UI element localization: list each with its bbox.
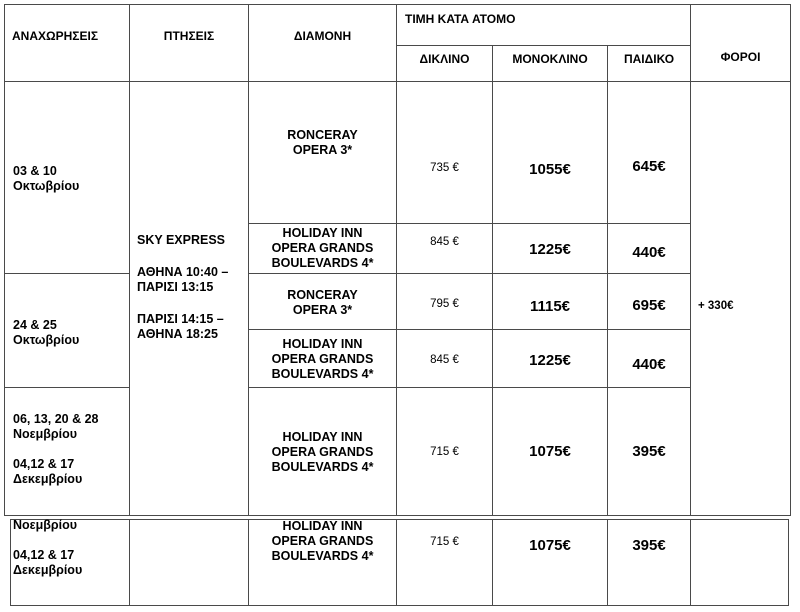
header-single: ΜΟΝΟΚΛΙΝΟ — [512, 52, 588, 66]
border-row3-row4 — [248, 329, 690, 330]
header-price-per-person: ΤΙΜΗ ΚΑΤΑ ΑΤΟΜΟ — [405, 12, 516, 26]
cropped-border-col5 — [607, 519, 608, 606]
header-taxes: ΦΟΡΟΙ — [720, 50, 761, 64]
border-group1-group2 — [248, 273, 690, 274]
departure-group-3 — [13, 412, 98, 487]
hotel-row-2 — [249, 226, 396, 271]
hotel-rating: BOULEVARDS 4* — [271, 256, 374, 270]
price-double-r4: 845 € — [430, 354, 459, 366]
departure-month: Δεκεμβρίου — [13, 472, 83, 486]
border-group2-group3-left — [4, 387, 129, 388]
price-double-r2: 845 € — [430, 236, 459, 248]
hotel-name-line2: OPERA GRANDS — [271, 352, 374, 366]
departure-month: Οκτωβρίου — [13, 179, 80, 193]
hotel-name: HOLIDAY INN — [282, 430, 363, 444]
hotel-rating: BOULEVARDS 4* — [271, 460, 374, 474]
cropped-border-col6 — [690, 519, 691, 606]
departure-group-4 — [13, 518, 82, 578]
header-flights: ΠΤΗΣΕΙΣ — [163, 29, 215, 43]
hotel-name-line2: OPERA GRANDS — [271, 534, 374, 548]
border-col-departures — [129, 4, 130, 516]
departure-group-2 — [13, 318, 79, 348]
hotel-row-1 — [249, 128, 396, 158]
taxes-value: + 330€ — [698, 300, 734, 312]
hotel-row-4 — [249, 337, 396, 382]
hotel-row-6 — [249, 519, 396, 564]
cropped-border-col3 — [396, 519, 397, 606]
header-child: ΠΑΙΔΙΚΟ — [623, 52, 675, 66]
price-child-r6: 395€ — [632, 537, 666, 554]
price-single-r4: 1225€ — [529, 352, 571, 369]
border-cropped-top — [10, 519, 789, 520]
border-col-child — [690, 4, 691, 516]
header-accommodation: ΔΙΑΜΟΝΗ — [293, 29, 352, 43]
cropped-border-left — [10, 519, 11, 606]
header-departures: ΑΝΑΧΩΡΗΣΕΙΣ — [12, 29, 99, 43]
flights-info — [137, 233, 228, 342]
price-single-r1: 1055€ — [529, 161, 571, 178]
price-single-r3: 1115€ — [529, 298, 571, 315]
border-header-bottom — [4, 81, 791, 82]
hotel-name: RONCERAY — [287, 288, 358, 302]
departure-month: Δεκεμβρίου — [13, 563, 83, 577]
hotel-name: HOLIDAY INN — [282, 519, 363, 533]
hotel-name-line2: OPERA GRANDS — [271, 241, 374, 255]
departure-dates: 03 & 10 — [13, 164, 57, 178]
departure-month: Νοεμβρίου — [13, 427, 77, 441]
border-right — [790, 4, 791, 516]
cropped-border-col1 — [129, 519, 130, 606]
hotel-row-3 — [249, 288, 396, 318]
departure-dates: 06, 13, 20 & 28 — [13, 412, 99, 426]
border-header-mid — [396, 45, 690, 46]
hotel-rating: OPERA 3* — [292, 303, 353, 317]
price-single-r6: 1075€ — [529, 537, 571, 554]
departure-month: Νοεμβρίου — [13, 518, 77, 532]
cropped-border-right — [788, 519, 789, 606]
border-row1-row2 — [248, 223, 690, 224]
hotel-rating: BOULEVARDS 4* — [271, 549, 374, 563]
price-child-r3: 695€ — [632, 297, 666, 314]
cropped-border-col4 — [492, 519, 493, 606]
outbound-arrival: ΠΑΡΙΣΙ 13:15 — [137, 280, 214, 294]
departure-dates: 04,12 & 17 — [13, 457, 75, 471]
departure-dates: 24 & 25 — [13, 318, 57, 332]
airline-name: SKY EXPRESS — [137, 233, 226, 247]
hotel-rating: OPERA 3* — [292, 143, 353, 157]
border-group2-group3 — [248, 387, 690, 388]
border-cropped-bottom — [10, 605, 789, 606]
hotel-name: RONCERAY — [287, 128, 358, 142]
border-table-bottom — [4, 515, 791, 516]
return-arrival: ΑΘΗΝΑ 18:25 — [137, 327, 218, 341]
price-double-r3: 795 € — [430, 298, 459, 310]
hotel-name: HOLIDAY INN — [282, 337, 363, 351]
border-left — [4, 4, 5, 516]
price-double-r1: 735 € — [430, 162, 459, 174]
price-double-r5: 715 € — [430, 446, 459, 458]
outbound-departure: ΑΘΗΝΑ 10:40 – — [137, 265, 229, 279]
border-top — [4, 4, 791, 5]
hotel-rating: BOULEVARDS 4* — [271, 367, 374, 381]
price-child-r4: 440€ — [632, 356, 666, 373]
price-single-r2: 1225€ — [529, 241, 571, 258]
price-single-r5: 1075€ — [529, 443, 571, 460]
price-child-r1: 645€ — [632, 158, 666, 175]
price-double-r6: 715 € — [430, 536, 459, 548]
price-child-r5: 395€ — [632, 443, 666, 460]
departure-group-1 — [13, 164, 79, 194]
hotel-name-line2: OPERA GRANDS — [271, 445, 374, 459]
price-child-r2: 440€ — [632, 244, 666, 261]
departure-month: Οκτωβρίου — [13, 333, 80, 347]
hotel-row-5 — [249, 430, 396, 475]
border-col-hotel — [396, 4, 397, 516]
header-double: ΔΙΚΛΙΝΟ — [419, 52, 470, 66]
border-group1-group2-left — [4, 273, 129, 274]
hotel-name: HOLIDAY INN — [282, 226, 363, 240]
departure-dates: 04,12 & 17 — [13, 548, 75, 562]
return-departure: ΠΑΡΙΣΙ 14:15 – — [137, 312, 224, 326]
